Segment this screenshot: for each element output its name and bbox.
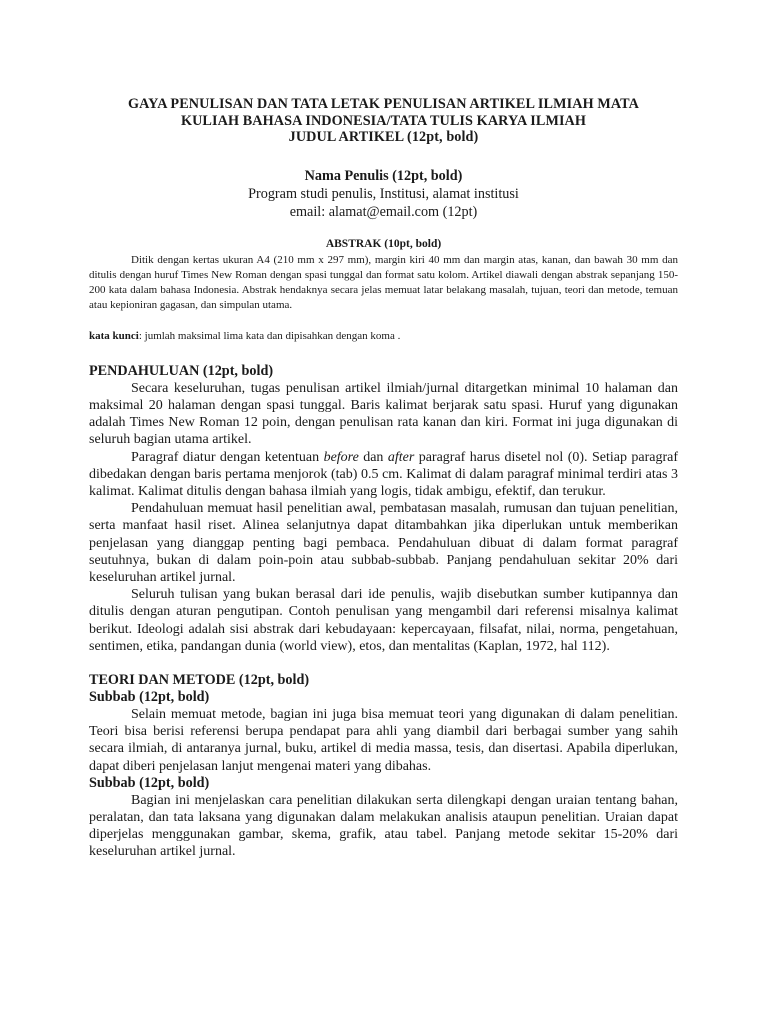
section-heading-teori: TEORI DAN METODE (12pt, bold): [89, 671, 310, 688]
title-line-2: KULIAH BAHASA INDONESIA/TATA TULIS KARYA ILMIAH: [180, 112, 587, 129]
author-block: [89, 167, 678, 221]
document-content: [89, 96, 678, 861]
author-email: email: alamat@email.com (12pt): [289, 203, 478, 220]
teori-paragraph-1: Selain memuat metode, bagian ini juga bisa memuat teori yang digunakan di dalam penelitian. Teori bisa berisi referensi berupa pendapat para ahli yang diambil dari berbagai sumber yang sahih secara ilmiah, di antaranya jurnal, buku, artikel di media massa, tesis, dan disertasi. Apabila diperlukan, dapat diberi penjelasan lanjut mengenai materi yang dibahas.: [89, 706, 678, 774]
pendahuluan-paragraph-4: Seluruh tulisan yang bukan berasal dari ide penulis, wajib disebutkan sumber kutipannya dan ditulis dengan aturan pengutipan. Contoh penulisan yang mengambil dari referensi misalnya kalimat berikut. Ideologi adalah sisi abstrak dari kebudayaan: kepercayaan, filsafat, nilai, norma, pengetahuan, sentimen, etika, pandangan dunia (world view), etos, dan mentalitas (Kaplan, 1972, hal 112).: [89, 587, 678, 654]
pendahuluan-paragraph-2: [89, 449, 678, 501]
author-name: Nama Penulis (12pt, bold): [304, 167, 463, 184]
keywords-line: [89, 329, 678, 344]
abstract-body: Ditik dengan kertas ukuran A4 (210 mm x 297 mm), margin kiri 40 mm dan margin atas, kanan, dan bawah 30 mm dan ditulis dengan huruf Times New Roman dengan spasi tunggal dan format satu kolom. Artikel diawali dengan abstrak sepanjang 150-200 kata dalam bahasa Indonesia. Abstrak hendaknya secara jelas memuat latar belakang masalah, tujuan, teori dan metode, temuan atau kepioniran gagasan, dan simpulan utama.: [89, 253, 678, 312]
subsection-heading-1: Subbab (12pt, bold): [89, 688, 210, 705]
keywords-label: kata kunci: [89, 329, 139, 342]
author-affiliation: Program studi penulis, Institusi, alamat institusi: [248, 185, 519, 202]
teori-paragraph-2: Bagian ini menjelaskan cara penelitian dilakukan serta dilengkapi dengan uraian tentang bahan, peralatan, dan tata laksana yang digunakan dalam melakukan analisis ataupun penelitian. Uraian dapat diperjelas menggunakan gambar, skema, grafik, atau tabel. Panjang metode sekitar 15-20% dari keseluruhan artikel jurnal.: [89, 792, 678, 860]
p2-text-c: paragraf harus disetel nol (0). Setiap paragraf dibedakan dengan baris pertama menjorok (tab) 0.5 cm. Kalimat di dalam paragraf minimal terdiri atas 3 kalimat. Kalimat ditulis dengan bahasa ilmiah yang logis, tidak ambigu, efektif, dan terukur.: [89, 449, 678, 499]
subsection-heading-2: Subbab (12pt, bold): [89, 774, 210, 791]
pendahuluan-paragraph-1: Secara keseluruhan, tugas penulisan artikel ilmiah/jurnal ditargetkan minimal 10 halaman dan maksimal 20 halaman dengan spasi tunggal. Baris kalimat berjarak satu spasi. Huruf yang digunakan adalah Times New Roman 12 poin, dengan penulisan rata kanan dan kiri. Format ini juga digunakan di seluruh bagian utama artikel.: [89, 380, 678, 448]
section-heading-pendahuluan: PENDAHULUAN (12pt, bold): [89, 362, 274, 379]
p2-text-a: Paragraf diatur dengan ketentuan: [131, 449, 324, 465]
p2-text-b: dan: [358, 449, 388, 465]
p2-before-term: before: [323, 449, 359, 465]
title-line-1: GAYA PENULISAN DAN TATA LETAK PENULISAN ARTIKEL ILMIAH MATA: [128, 96, 639, 112]
p2-after-term: after: [387, 449, 415, 465]
article-title: [89, 96, 678, 146]
keywords-text: : jumlah maksimal lima kata dan dipisahkan dengan koma .: [138, 329, 401, 342]
title-line-3: JUDUL ARTIKEL (12pt, bold): [288, 129, 479, 145]
pendahuluan-paragraph-3: Pendahuluan memuat hasil penelitian awal, pembatasan masalah, rumusan dan tujuan penelitian, serta manfaat hasil riset. Alinea selanjutnya dapat ditambahkan jika diperlukan untuk memberikan penjelasan yang dianggap penting bagi pembaca. Pendahuluan dibuat di dalam format paragraf seutuhnya, bukan di dalam poin-poin atau subbab-subbab. Panjang pendahuluan sekitar 20% dari keseluruhan artikel jurnal.: [89, 501, 678, 585]
abstract-heading: ABSTRAK (10pt, bold): [325, 237, 442, 250]
